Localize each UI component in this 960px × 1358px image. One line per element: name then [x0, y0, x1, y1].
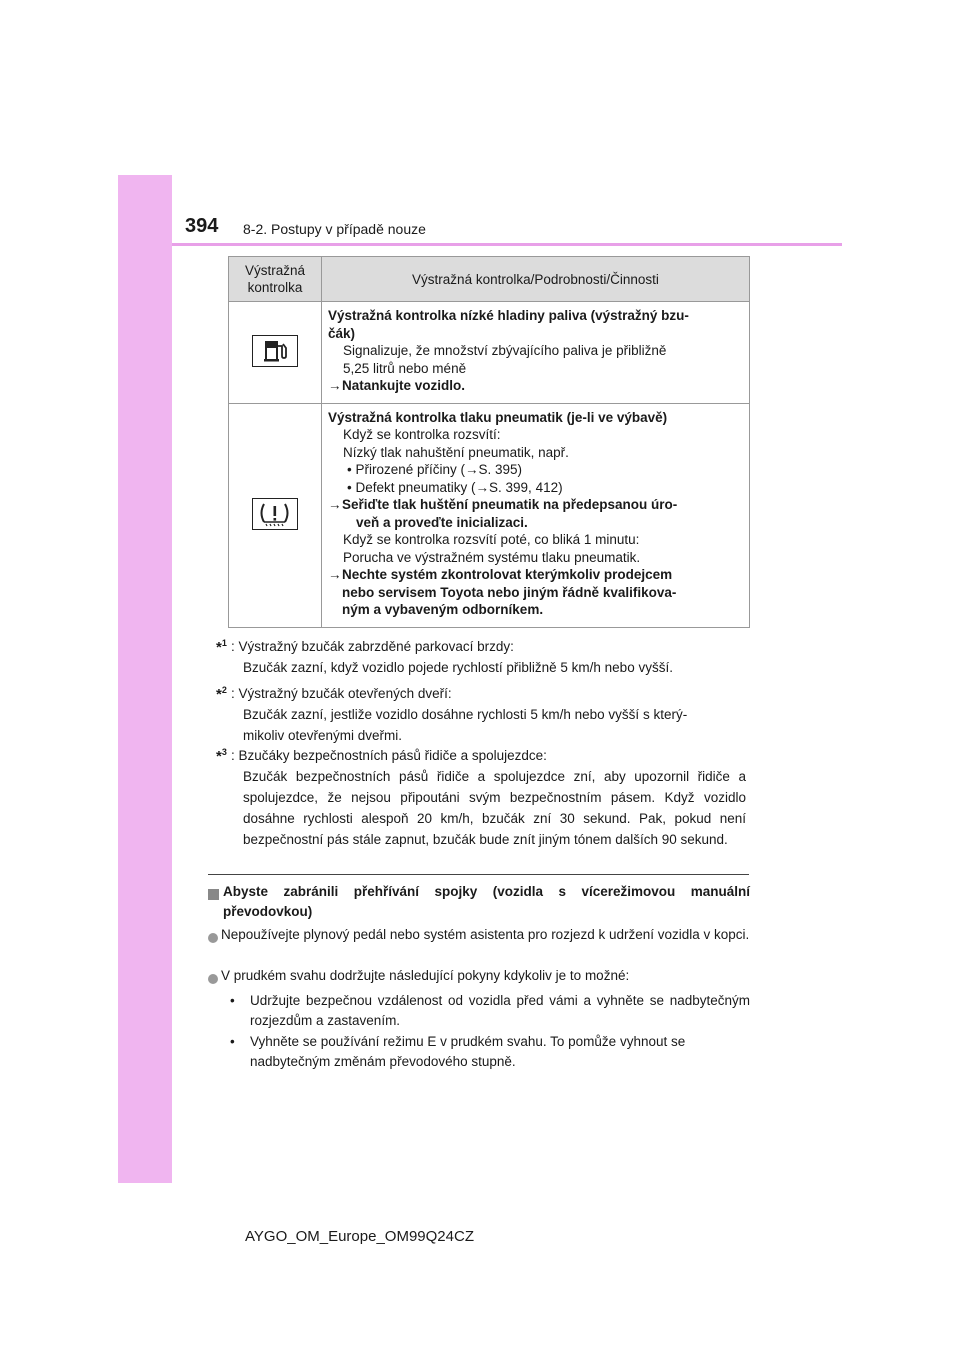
footnote-3: *$^3$ : Bzučáky bezpečnostních pásů řidiče a spolujezdce: Bzučák bezpečnostních pásů řidiče a spolujezdce zní, aby upozornil řidiče a spolujezdce, že nejsou připoutáni svým bezpečnostním pásem. Když vozidlo dosáhne rychlosti alespoň 20 km/h, bzučák zní 30 sekund. Pak, pokud není bezpečnostní pás stále zapnut, bzučák bude znít jiným tónem dalších 90 sekund.	[216, 747, 746, 847]
tire-pressure-warning-icon	[252, 498, 298, 530]
table-header-row	[229, 257, 750, 302]
arrow-icon: →	[328, 378, 342, 393]
arrow-icon: →	[328, 497, 342, 512]
list-item: Nepoužívejte plynový pedál nebo systém asistenta pro rozjezd k udržení vozidla v kopci.	[208, 925, 750, 949]
arrow-icon: →	[475, 479, 490, 495]
table-row: Výstražná kontrolka nízké hladiny paliva (výstražný bzu- čák) Signalizuje, že množství zbývajícího paliva je přibližně 5,25 litrů nebo méně → Natankujte vozidlo.	[229, 302, 750, 404]
list-item: V prudkém svahu dodržujte následující pokyny kdykoliv je to možné:	[208, 966, 750, 990]
page-number: 394	[185, 215, 219, 237]
fuel-pump-icon	[252, 335, 298, 367]
header-warning-light: Výstražná kontrolka	[229, 257, 322, 302]
arrow-icon: →	[328, 567, 342, 582]
clutch-section-heading: Abyste zabránili přehřívání spojky (vozidla s vícerežimovou manuální převodovkou)	[208, 882, 750, 922]
circle-bullet-icon	[208, 933, 218, 943]
section-title: 8-2. Postupy v případě nouze	[243, 221, 426, 237]
warning-light-table	[228, 256, 750, 628]
list-item: • Vyhněte se používání režimu E v prudkém svahu. To pomůže vyhnout se nadbytečným změnám převodového stupně.	[230, 1034, 686, 1069]
circle-bullet-icon	[208, 974, 218, 984]
footnote-2: *$^2$ : Výstražný bzučák otevřených dveří: Bzučák zazní, jestliže vozidlo dosáhne rychlosti 5 km/h nebo vyšší s který- mikoliv otevřenými dveřmi.	[216, 685, 688, 743]
arrow-icon: →	[465, 462, 479, 477]
table-row: Výstražná kontrolka tlaku pneumatik (je-li ve výbavě) Když se kontrolka rozsvítí: Nízký tlak nahuštění pneumatik, např. • Přirozené příčiny (→S. 395) • Defekt pneumatiky (→S. 399, 412) → Seřiďte tlak huštění pneumatik na předepsanou úro- veň a proveďte inicializaci. Když se kontrolka rozsvítí poté, co bliká 1 minutu: Porucha ve výstražném systému tlaku pneumatik. → Nechte systém zkontrolovat kterýmkoliv prodejcem nebo servisem Toyota nebo jiným řádně kvalifikova- ným a vybaveným odborníkem.	[229, 403, 750, 627]
document-id: AYGO_OM_Europe_OM99Q24CZ	[245, 1228, 474, 1245]
footnote-1: *$^1$ : Výstražný bzučák zabrzděné parkovací brzdy: Bzučák zazní, když vozidlo pojede rychlostí přibližně 5 km/h nebo vyšší.	[216, 638, 673, 675]
list-item: • Udržujte bezpečnou vzdálenost od vozidla před vámi a vyhněte se nadbytečným rozjezdům a zastavením.	[230, 993, 750, 1028]
header-rule	[172, 243, 842, 246]
square-bullet-icon	[208, 889, 219, 900]
header-details: Výstražná kontrolka/Podrobnosti/Činnosti	[322, 257, 750, 302]
section-divider	[208, 874, 749, 875]
chapter-tab-bar	[118, 175, 172, 1183]
